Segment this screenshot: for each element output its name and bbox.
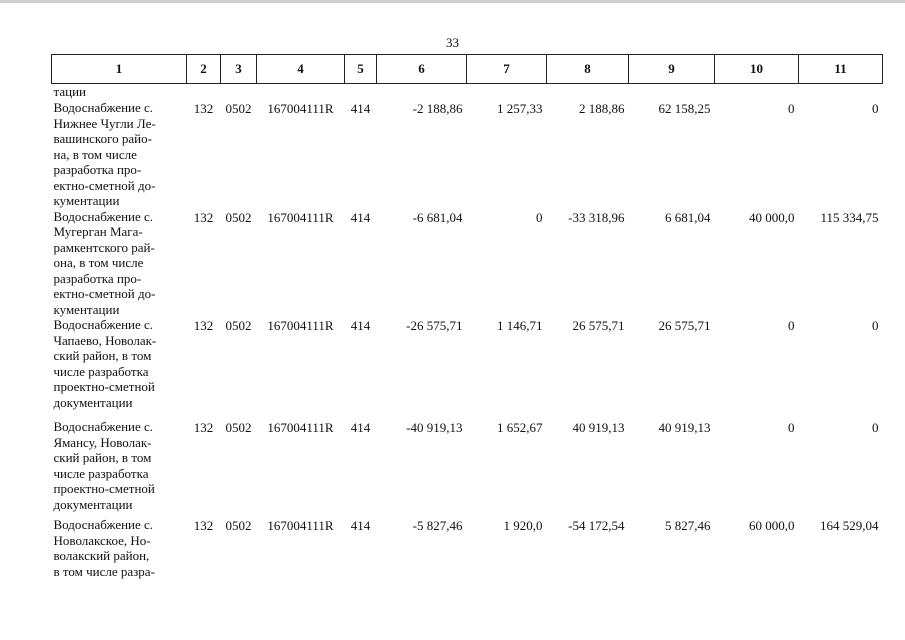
header-cell: 8 <box>547 55 629 84</box>
amount-cell: -2 188,86 <box>412 101 463 116</box>
amount-cell: 0 <box>872 420 879 435</box>
amount-cell: 1 652,67 <box>497 420 543 435</box>
header-cell: 11 <box>799 55 883 84</box>
code-cell: 0502 <box>225 209 252 225</box>
description-line: кументации <box>53 193 120 208</box>
code-cell: 414 <box>350 318 371 333</box>
amount-cell: 40 919,13 <box>572 420 625 435</box>
header-cell: 10 <box>715 55 799 84</box>
description-line: Мугерган Мага- <box>53 224 143 239</box>
description-line: Водоснабжение с. <box>53 517 154 532</box>
table-row <box>52 100 883 209</box>
amount-cell: 60 000,0 <box>749 518 795 533</box>
description-cell <box>52 100 187 209</box>
amount-cell: -5 827,46 <box>412 518 463 533</box>
description-line: Чапаево, Новолак- <box>53 332 157 348</box>
header-row <box>52 55 883 84</box>
amount-cell: 62 158,25 <box>658 101 711 116</box>
header-cell: 6 <box>377 55 467 84</box>
code-cell: 167004111R <box>267 420 334 435</box>
description-line: числе разработка <box>53 363 149 379</box>
description-line: разработка про- <box>53 270 142 286</box>
code-cell: 167004111R <box>267 318 334 333</box>
description-line: в том числе разра- <box>53 563 155 579</box>
header-cell: 7 <box>467 55 547 84</box>
header-cell: 3 <box>221 55 257 84</box>
description-line: Ямансу, Новолак- <box>53 434 152 450</box>
header-cell: 4 <box>257 55 345 84</box>
amount-cell: 0 <box>788 420 795 435</box>
code-cell: 414 <box>350 420 371 435</box>
code-cell: 132 <box>193 209 214 225</box>
description-line: кументации <box>53 301 120 317</box>
table-row <box>52 517 883 579</box>
description-line: ский район, в том <box>53 450 152 465</box>
amount-cell: 40 000,0 <box>749 209 795 225</box>
description-line: проектно-сметной <box>53 379 155 394</box>
code-cell: 0502 <box>225 420 252 435</box>
code-cell: 414 <box>350 101 371 116</box>
header-cell: 9 <box>629 55 715 84</box>
header-cell: 1 <box>52 55 187 84</box>
description-line: Нижнее Чугли Ле- <box>53 115 156 131</box>
description-line: Водоснабжение с. <box>53 100 154 115</box>
amount-cell: -33 318,96 <box>568 209 625 225</box>
code-cell: 167004111R <box>267 101 334 116</box>
description-cell <box>52 419 187 517</box>
description-cell <box>52 209 187 318</box>
header-cell: 5 <box>345 55 377 84</box>
description-line: документации <box>53 496 133 512</box>
description-line: она, в том числе <box>53 255 144 270</box>
amount-cell: 0 <box>788 318 795 333</box>
amount-cell: 164 529,04 <box>820 518 879 533</box>
code-cell: 414 <box>350 518 371 533</box>
amount-cell: 1 146,71 <box>497 318 543 333</box>
code-cell: 132 <box>193 318 214 333</box>
amount-cell: 0 <box>872 318 879 333</box>
description-line: ектно-сметной до- <box>53 286 156 301</box>
description-line: проектно-сметной <box>53 481 155 496</box>
budget-table <box>51 54 883 579</box>
description-line: Водоснабжение с. <box>53 419 154 434</box>
description-line: разработка про- <box>53 162 142 177</box>
code-cell: 132 <box>193 518 214 533</box>
description-line: документации <box>53 394 133 410</box>
table-row <box>52 317 883 419</box>
description-line: Водоснабжение с. <box>53 317 154 332</box>
amount-cell: 1 257,33 <box>497 101 543 116</box>
code-cell: 167004111R <box>267 518 334 533</box>
description-line: рамкентского рай- <box>53 239 155 255</box>
amount-cell: -40 919,13 <box>406 420 463 435</box>
scan-edge <box>0 0 905 3</box>
description-line: ский район, в том <box>53 348 152 363</box>
description-line: Новолакское, Но- <box>53 532 151 548</box>
description-cell <box>52 517 187 579</box>
amount-cell: -26 575,71 <box>406 318 463 333</box>
amount-cell: 5 827,46 <box>665 518 711 533</box>
code-cell: 0502 <box>225 518 252 533</box>
table-row <box>52 209 883 318</box>
code-cell: 414 <box>350 209 371 225</box>
code-cell: 132 <box>193 101 214 116</box>
header-cell: 2 <box>187 55 221 84</box>
amount-cell: 6 681,04 <box>665 209 711 225</box>
amount-cell: 26 575,71 <box>658 318 711 333</box>
description-line: Водоснабжение с. <box>53 208 154 224</box>
amount-cell: 40 919,13 <box>658 420 711 435</box>
amount-cell: 1 920,0 <box>503 518 543 533</box>
table-row <box>52 419 883 517</box>
amount-cell: 0 <box>872 101 879 116</box>
amount-cell: 0 <box>536 209 543 225</box>
description-cell <box>52 317 187 419</box>
description-line: волакский район, <box>53 548 150 563</box>
description-line: числе разработка <box>53 465 149 481</box>
description-line: на, в том числе <box>53 146 137 162</box>
amount-cell: 115 334,75 <box>820 209 879 225</box>
continuation-row <box>52 84 883 101</box>
code-cell: 132 <box>193 420 214 435</box>
code-cell: 0502 <box>225 101 252 116</box>
code-cell: 0502 <box>225 318 252 333</box>
amount-cell: 26 575,71 <box>572 318 625 333</box>
description-line: ектно-сметной до- <box>53 177 156 193</box>
continuation-text: тации <box>53 84 86 99</box>
description-line: вашинского райо- <box>53 131 152 146</box>
code-cell: 167004111R <box>267 209 334 225</box>
amount-cell: 0 <box>788 101 795 116</box>
amount-cell: 2 188,86 <box>579 101 625 116</box>
amount-cell: -6 681,04 <box>412 209 463 225</box>
page-number: 33 <box>446 35 459 50</box>
amount-cell: -54 172,54 <box>568 518 625 533</box>
